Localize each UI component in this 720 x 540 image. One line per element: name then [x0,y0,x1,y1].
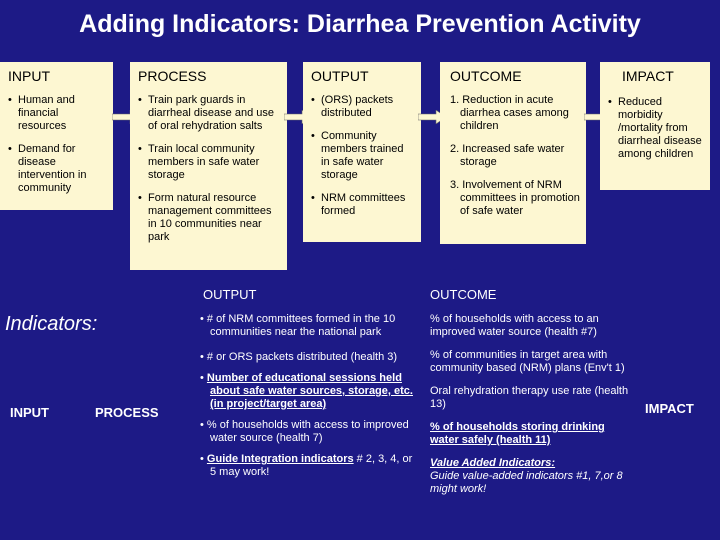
outcome-indicator: % of households with access to an improved water source (health #7) [430,313,599,338]
outcome-box [440,62,586,244]
output-indicator-guide: Guide Integration indicators [206,453,354,465]
impact-box [600,62,710,190]
process-indicator-label: PROCESS [95,405,159,420]
value-added-title: Value Added Indicators: [430,457,556,469]
output-item: • NRM committees formed [311,192,413,218]
process-item: • Train park guards in diarrheal disease and use of oral rehydration salts [138,94,279,133]
process-heading: PROCESS [138,68,207,84]
output-item: • Community members trained in safe water storage [311,130,413,182]
outcome-indicator: % of communities in target area with community based (NRM) plans (Env't 1) [430,349,625,374]
process-item: • Form natural resource management committees in 10 communities near park [138,192,279,244]
output-indicators-list: • # of NRM committees formed in the 10 communities near the national park • # or ORS packets distributed (health 3) • Number of educational sessions held about safe water sources, storage, etc. (in project/target area) • % of households with access to improved water source (health 7) • Guide Integration indicators # 2, 3, 4, or 5 may work! [200,313,413,478]
outcome-heading: OUTCOME [450,68,522,84]
input-item: • Human and financial resources [8,94,105,133]
indicators-label: Indicators: [5,313,98,335]
process-item: • Train local community members in safe water storage [138,143,279,182]
input-indicator-label: INPUT [10,405,49,420]
output-box [303,62,421,242]
output-indicator: % of households with access to improved water source (health 7) [206,419,409,444]
outcome-indicator: % of households storing drinking water safely (health 11) [430,421,605,446]
output-indicator: # or ORS packets distributed (health 3) [206,351,398,363]
output-heading: OUTPUT [311,68,369,84]
impact-heading: IMPACT [622,68,674,84]
output-indicator-guide-rest: # 2, 3, 4, or 5 may work! [210,453,413,478]
output-item: • (ORS) packets distributed [311,94,413,120]
outcome-indicators-list [430,313,630,496]
process-box [130,62,287,270]
output-indicator: Number of educational sessions held about safe water sources, storage, etc. (in project/target area) [206,372,413,410]
impact-indicator-label: IMPACT [645,401,694,416]
output-indicators-heading: OUTPUT [203,287,257,302]
input-heading: INPUT [8,68,50,84]
value-added-text: Guide value-added indicators #1, 7,or 8 might work! [430,470,623,495]
outcome-item: 2. Increased safe water storage [450,143,565,168]
outcome-indicator: Oral rehydration therapy use rate (health 13) [430,385,629,410]
page-title: Adding Indicators: Diarrhea Prevention Activity [79,10,641,38]
input-item: • Demand for disease intervention in community [8,143,105,195]
outcome-item: 1. Reduction in acute diarrhea cases among children [450,94,569,132]
outcome-item: 3. Involvement of NRM committees in promotion of safe water [450,179,580,217]
impact-item: • Reduced morbidity /mortality from diarrheal disease among children [608,96,702,161]
output-indicator: # of NRM committees formed in the 10 communities near the national park [206,313,396,338]
input-box [0,62,113,210]
outcome-indicators-heading: OUTCOME [430,287,497,302]
